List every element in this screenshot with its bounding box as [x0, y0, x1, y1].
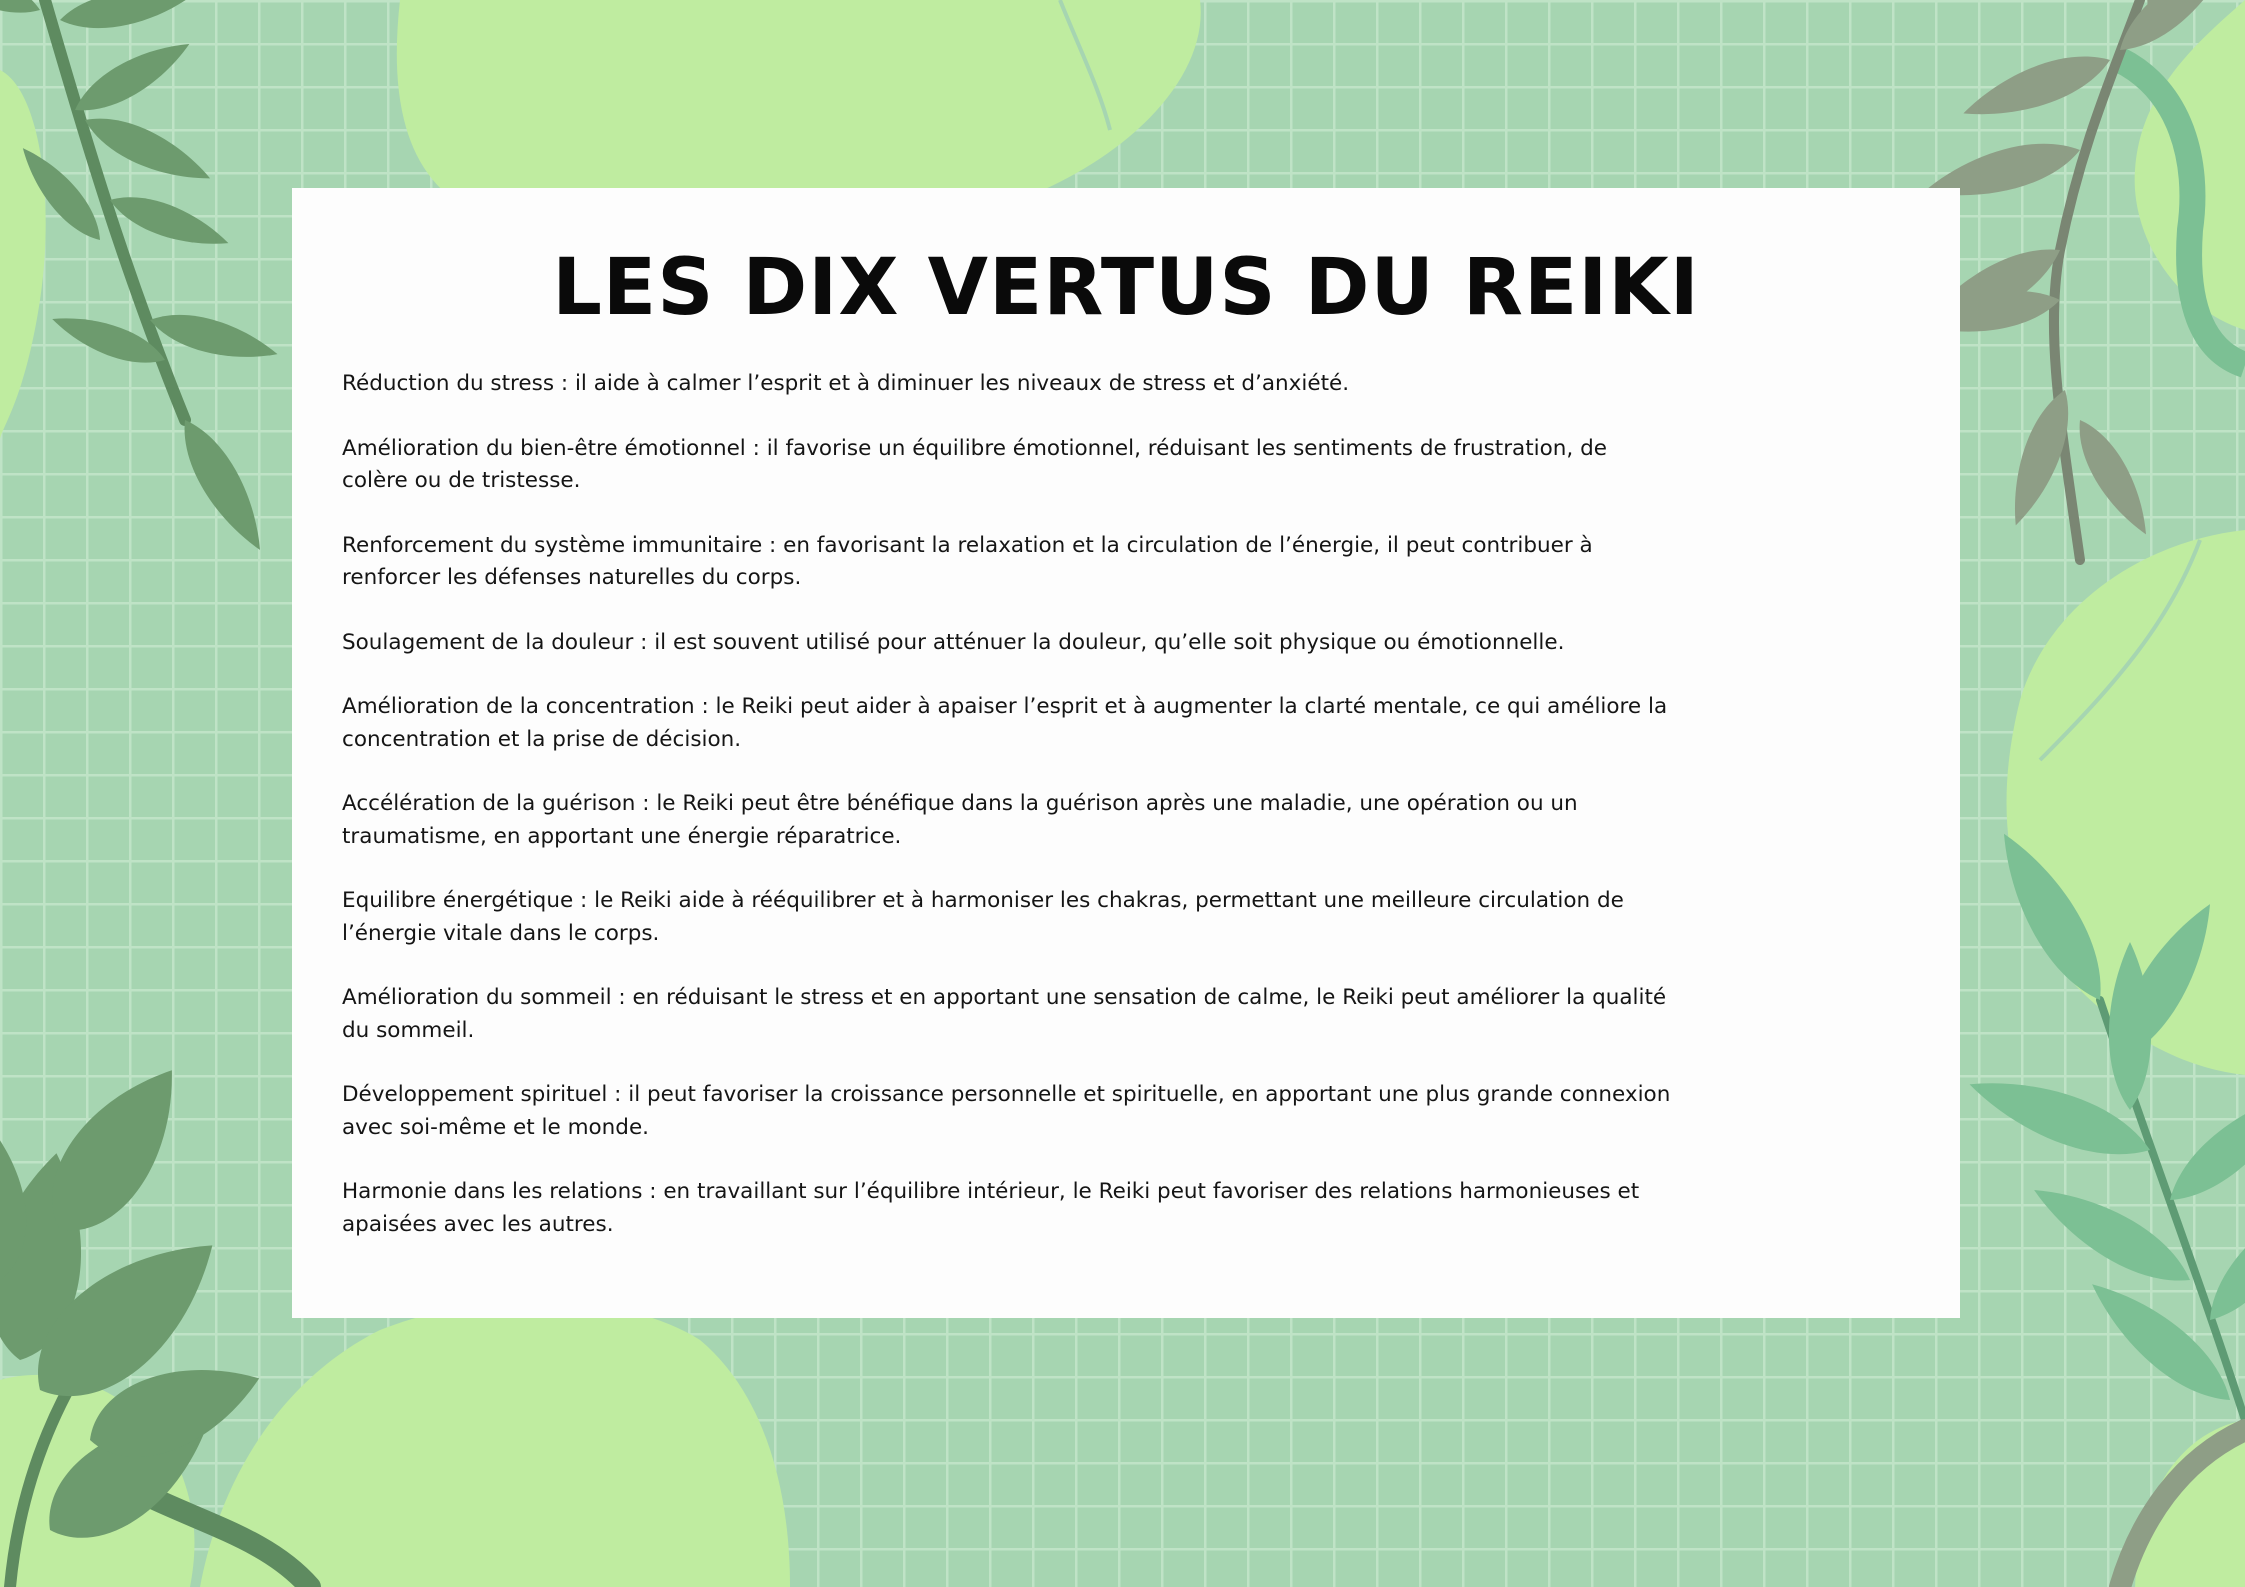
- virtue-item: Amélioration du bien-être émotionnel : il favorise un équilibre émotionnel, réduisant les sentiments de frustration, de colère ou de tristesse.: [342, 435, 1607, 493]
- virtue-item: Développement spirituel : il peut favoriser la croissance personnelle et spirituelle, en apportant une plus grande connexion avec soi-même et le monde.: [342, 1082, 1671, 1140]
- page-title: LES DIX VERTUS DU REIKI: [552, 243, 1700, 333]
- virtue-item: Accélération de la guérison : le Reiki peut être bénéfique dans la guérison après une maladie, une opération ou un traumatisme, en apportant une énergie réparatrice.: [342, 791, 1578, 849]
- virtue-item: Equilibre énergétique : le Reiki aide à rééquilibrer et à harmoniser les chakras, permettant une meilleure circulation de l’énergie vitale dans le corps.: [342, 888, 1624, 946]
- content-card: [292, 188, 1960, 1318]
- virtue-item: Réduction du stress : il aide à calmer l’esprit et à diminuer les niveaux de stress et d’anxiété.: [342, 371, 1350, 396]
- virtue-item: Soulagement de la douleur : il est souvent utilisé pour atténuer la douleur, qu’elle soit physique ou émotionnelle.: [342, 629, 1565, 655]
- virtue-item: Renforcement du système immunitaire : en favorisant la relaxation et la circulation de l’énergie, il peut contribuer à renforcer les défenses naturelles du corps.: [342, 532, 1593, 590]
- virtues-list: [342, 368, 1677, 1273]
- virtue-item: Amélioration du sommeil : en réduisant le stress et en apportant une sensation de calme, le Reiki peut améliorer la qualité du sommeil.: [342, 985, 1667, 1043]
- virtue-item: Amélioration de la concentration : le Reiki peut aider à apaiser l’esprit et à augmenter la clarté mentale, ce qui améliore la concentration et la prise de décision.: [342, 694, 1668, 752]
- virtue-item: Harmonie dans les relations : en travaillant sur l’équilibre intérieur, le Reiki peut favoriser des relations harmonieuses et apaisées avec les autres.: [342, 1179, 1640, 1237]
